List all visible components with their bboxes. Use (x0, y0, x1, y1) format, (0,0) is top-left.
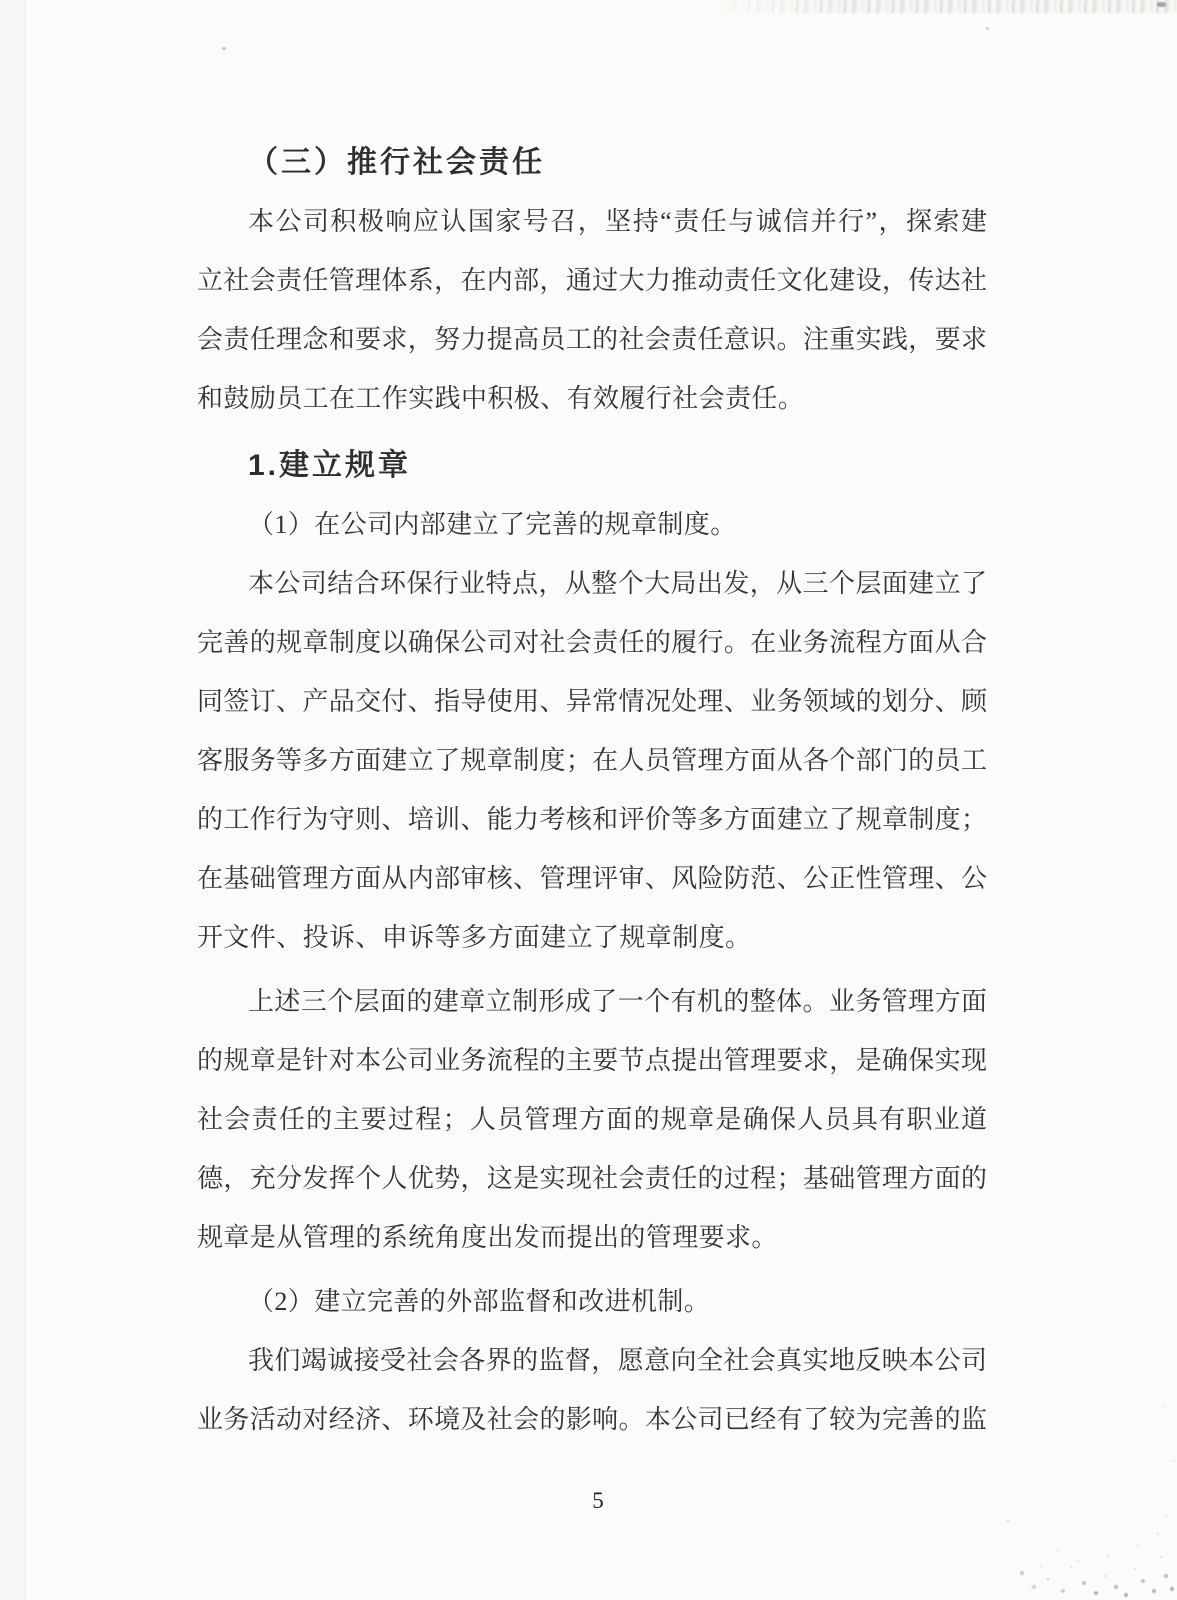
text-line: 规章是从管理的系统角度出发而提出的管理要求。 (197, 1223, 778, 1252)
text-line: 我们竭诚接受社会各界的监督，愿意向全社会真实地反映本公司 (248, 1346, 987, 1375)
text-line: 上述三个层面的建章立制形成了一个有机的整体。业务管理方面 (248, 987, 987, 1016)
text-line: 和鼓励员工在工作实践中积极、有效履行社会责任。 (197, 384, 805, 413)
page-number: 5 (592, 1488, 604, 1513)
text-line: 本公司积极响应认国家号召，坚持“责任与诚信并行”，探索建 (248, 207, 987, 236)
text-line: 客服务等多方面建立了规章制度；在人员管理方面从各个部门的员工 (197, 746, 987, 775)
scan-speck (1157, 2, 1166, 7)
text-line: 完善的规章制度以确保公司对社会责任的履行。在业务流程方面从合 (197, 628, 987, 657)
text-line: 会责任理念和要求，努力提高员工的社会责任意识。注重实践，要求 (197, 325, 987, 354)
scan-smudge-top-edge (700, 0, 1177, 13)
text-line: 立社会责任管理体系，在内部，通过大力推动责任文化建设，传达社 (197, 266, 987, 295)
scan-noise-bottom-right (1007, 1520, 1009, 1522)
text-line: 的规章是针对本公司业务流程的主要节点提出管理要求，是确保实现 (197, 1046, 987, 1075)
text-line: 社会责任的主要过程；人员管理方面的规章是确保人员具有职业道 (197, 1105, 987, 1134)
list-item-heading: （1）在公司内部建立了完善的规章制度。 (248, 510, 737, 539)
section-heading: （三）推行社会责任 (248, 146, 545, 179)
scan-speck (222, 47, 226, 50)
text-line: 开文件、投诉、申诉等多方面建立了规章制度。 (197, 923, 752, 952)
scan-speck (986, 27, 989, 30)
text-line: 业务活动对经济、环境及社会的影响。本公司已经有了较为完善的监 (197, 1405, 987, 1434)
text-line: 的工作行为守则、培训、能力考核和评价等多方面建立了规章制度； (197, 805, 987, 834)
text-line: 德，充分发挥个人优势，这是实现社会责任的过程；基础管理方面的 (197, 1164, 987, 1193)
scan-edge-shadow (0, 0, 25, 1600)
text-line: 本公司结合环保行业特点，从整个大局出发，从三个层面建立了 (248, 569, 987, 598)
document-text (197, 133, 987, 1449)
subsection-heading: 1.建立规章 (248, 449, 412, 482)
list-item-heading: （2）建立完善的外部监督和改进机制。 (248, 1287, 711, 1316)
scan-edge-line (25, 0, 26, 1600)
text-line: 在基础管理方面从内部审核、管理评审、风险防范、公正性管理、公 (197, 864, 987, 893)
text-line: 同签订、产品交付、指导使用、异常情况处理、业务领域的划分、顾 (197, 687, 987, 716)
